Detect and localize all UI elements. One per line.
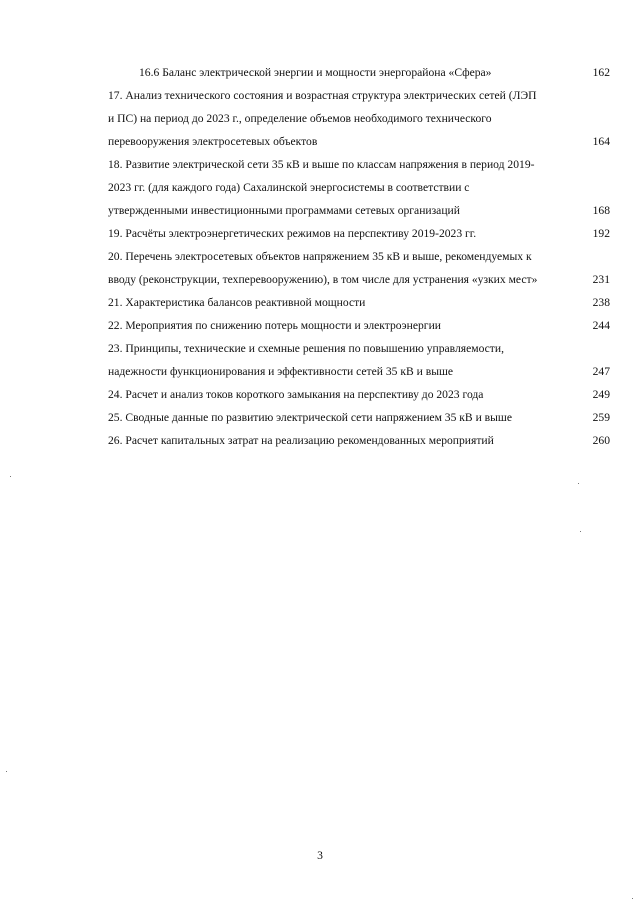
- toc-entry[interactable]: [108, 406, 612, 429]
- toc-entry-text: 16.6 Баланс электрической энергии и мощности энергорайона «Сфера»: [139, 66, 492, 79]
- toc-entry-text: утвержденными инвестиционными программами сетевых организаций: [108, 204, 460, 217]
- toc-page-ref: 192: [592, 227, 610, 240]
- toc-entry-text: 24. Расчет и анализ токов короткого замыкания на перспективу до 2023 года: [108, 388, 484, 401]
- page-number: 3: [317, 849, 323, 862]
- toc-entry[interactable]: [108, 429, 612, 452]
- toc-entry-text: надежности функционирования и эффективности сетей 35 кВ и выше: [108, 365, 454, 378]
- toc-entry[interactable]: [108, 245, 612, 291]
- toc-entry-text: 19. Расчёты электроэнергетических режимов на перспективу 2019-2023 гг.: [108, 227, 477, 240]
- scan-speck: [6, 771, 7, 772]
- toc-entry-text: перевооружения электросетевых объектов: [108, 135, 318, 148]
- toc-entry[interactable]: [108, 84, 612, 153]
- toc-page-ref: 162: [592, 66, 610, 79]
- toc-entry[interactable]: [108, 314, 612, 337]
- toc-page-ref: 259: [592, 411, 610, 424]
- toc-entry-text: 22. Мероприятия по снижению потерь мощности и электроэнергии: [108, 319, 441, 332]
- toc-entry[interactable]: [108, 291, 612, 314]
- toc-entry-text: 21. Характеристика балансов реактивной мощности: [108, 296, 366, 309]
- toc-entry-text: 20. Перечень электросетевых объектов напряжением 35 кВ и выше, рекомендуемых к: [108, 250, 532, 263]
- scan-speck: [580, 531, 581, 532]
- toc-entry[interactable]: [108, 337, 612, 383]
- scan-speck: [578, 483, 579, 484]
- toc-page-ref: 231: [592, 273, 610, 286]
- toc-entry-text: вводу (реконструкции, техперевооружению), в том числе для устранения «узких мест»: [108, 273, 538, 286]
- toc-entry[interactable]: [108, 153, 612, 222]
- toc-entry[interactable]: [108, 61, 612, 84]
- toc-page-ref: 164: [592, 135, 610, 148]
- toc-page-ref: 168: [592, 204, 610, 217]
- toc-entry-text: 25. Сводные данные по развитию электрической сети напряжением 35 кВ и выше: [108, 411, 513, 424]
- toc-entry[interactable]: [108, 222, 612, 245]
- scan-speck: [632, 898, 633, 899]
- toc-entry-text: 23. Принципы, технические и схемные решения по повышению управляемости,: [108, 342, 504, 355]
- table-of-contents: [108, 61, 612, 452]
- toc-entry-text: 26. Расчет капитальных затрат на реализацию рекомендованных мероприятий: [108, 434, 494, 447]
- toc-entry-text: 18. Развитие электрической сети 35 кВ и выше по классам напряжения в период 2019-: [108, 158, 535, 171]
- toc-page-ref: 247: [592, 365, 610, 378]
- toc-entry-text: и ПС) на период до 2023 г., определение объемов необходимого технического: [108, 112, 492, 125]
- toc-entry-text: 2023 гг. (для каждого года) Сахалинской энергосистемы в соответствии с: [108, 181, 470, 194]
- toc-page-ref: 238: [592, 296, 610, 309]
- scan-speck: [10, 476, 11, 477]
- toc-page-ref: 260: [592, 434, 610, 447]
- toc-page-ref: 244: [592, 319, 610, 332]
- toc-entry[interactable]: [108, 383, 612, 406]
- toc-entry-text: 17. Анализ технического состояния и возрастная структура электрических сетей (ЛЭП: [108, 89, 537, 102]
- toc-page-ref: 249: [592, 388, 610, 401]
